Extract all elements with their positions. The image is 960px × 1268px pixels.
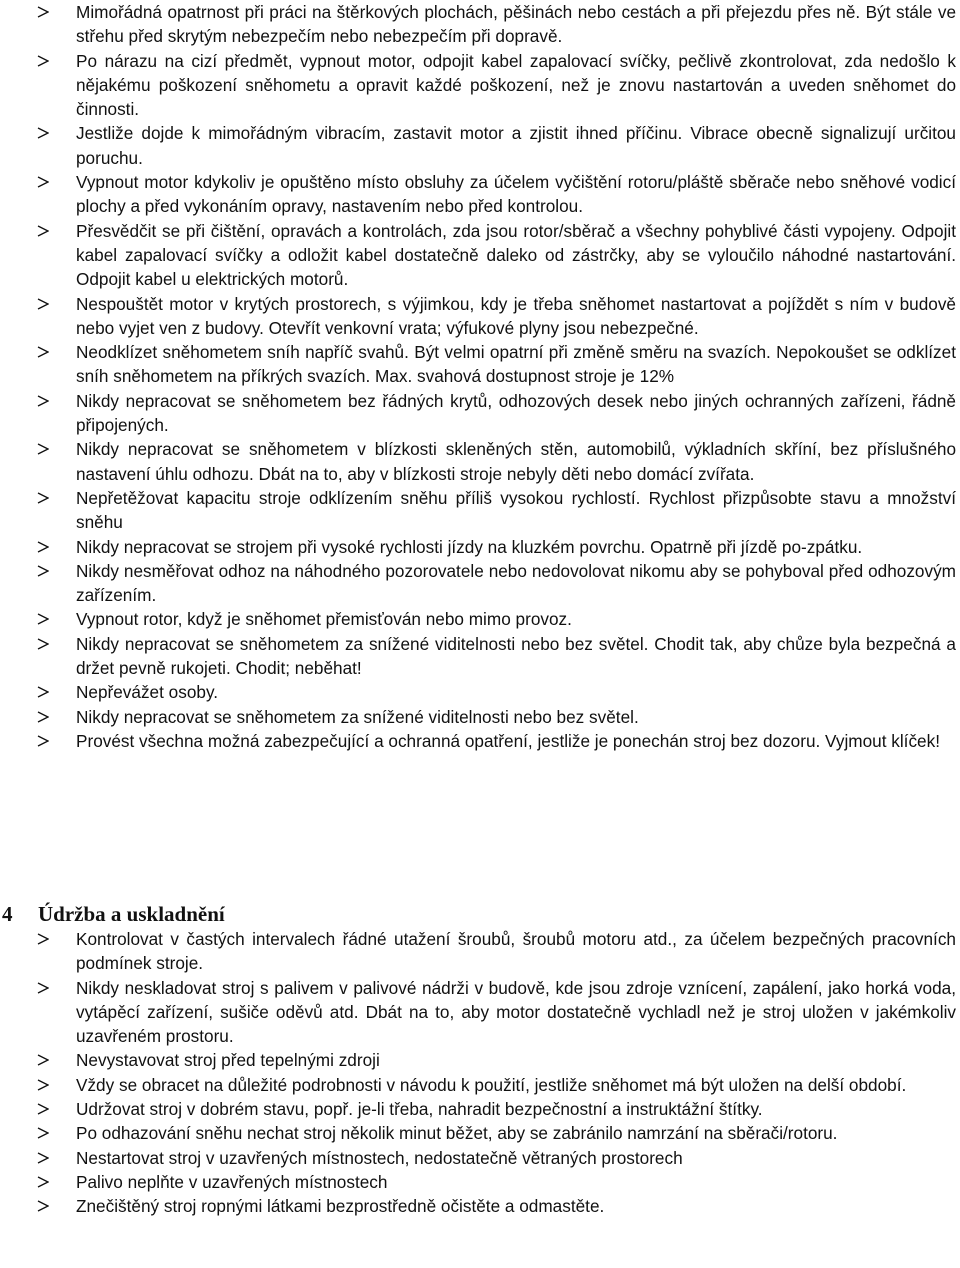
list-item	[0, 219, 960, 292]
arrow-bullet-icon	[37, 565, 49, 577]
list-item-text: Nikdy nepracovat se sněhometem za snížené viditelnosti nebo bez světel.	[76, 706, 639, 727]
list-item-text: Nikdy nepracovat se sněhometem za snížené viditelnosti nebo bez světel. Chodit tak, aby chůze byla bezpečná a držet pevně rukojeti. Chodit; neběhat!	[76, 633, 956, 679]
arrow-bullet-icon	[37, 346, 49, 358]
arrow-bullet-icon	[37, 1079, 49, 1091]
arrow-bullet-icon	[37, 735, 49, 747]
maintenance-bullet-list	[0, 927, 960, 1219]
arrow-bullet-icon	[37, 613, 49, 625]
arrow-bullet-icon	[37, 225, 49, 237]
list-item	[0, 292, 960, 341]
list-item-text: Kontrolovat v častých intervalech řádné utažení šroubů, šroubů motoru atd., za účelem bezpečných pracovních podmínek stroje.	[76, 929, 956, 974]
arrow-bullet-icon	[37, 492, 49, 504]
arrow-bullet-icon	[37, 55, 49, 67]
list-item-text: Vypnout rotor, když je sněhomet přemisťován nebo mimo provoz.	[76, 609, 572, 630]
list-item-text: Nestartovat stroj v uzavřených místnostech, nedostatečně větraných prostorech	[76, 1147, 683, 1168]
list-item-text: Nikdy nepracovat se sněhometem v blízkosti skleněných stěn, automobilů, výkladních skříní, bez příslušného nastavení úhlu odhozu. Dbát na to, aby v blízkosti stroje nebyly děti nebo domácí zvířata.	[76, 439, 956, 484]
list-item-text: Nikdy nepracovat se strojem při vysoké rychlosti jízdy na kluzkém povrchu. Opatrně při jízdě po-zpátku.	[76, 536, 863, 557]
list-item	[0, 535, 960, 559]
arrow-bullet-icon	[37, 443, 49, 455]
arrow-bullet-icon	[37, 1103, 49, 1115]
list-item	[0, 607, 960, 631]
list-item-text: Jestliže dojde k mimořádným vibracím, zastavit motor a zjistit ihned příčinu. Vibrace obecně signalizují určitou poruchu.	[76, 123, 956, 168]
arrow-bullet-icon	[37, 6, 49, 18]
list-item	[0, 927, 960, 976]
list-item-text: Nevystavovat stroj před tepelnými zdroji	[76, 1050, 380, 1071]
list-item	[0, 437, 960, 486]
list-item	[0, 49, 960, 122]
list-item	[0, 170, 960, 219]
list-item	[0, 1097, 960, 1121]
list-item-text: Nepřevážet osoby.	[76, 682, 219, 703]
list-item	[0, 1146, 960, 1170]
list-item	[0, 1121, 960, 1145]
list-item-text: Vždy se obracet na důležité podrobnosti v návodu k použití, jestliže sněhomet má být uložen na delší období.	[76, 1074, 907, 1095]
section-title: Údržba a uskladnění	[38, 902, 225, 926]
list-item-text: Nepřetěžovat kapacitu stroje odklízením sněhu příliš vysokou rychlostí. Rychlost přizpůsobte stavu a množství sněhu	[76, 487, 956, 533]
list-item-text: Palivo neplňte v uzavřených místnostech	[76, 1171, 388, 1192]
list-item	[0, 121, 960, 170]
list-item-text: Nikdy neskladovat stroj s palivem v palivové nádrži v budově, kde jsou zdroje vznícení, zapálení, jako horká voda, vytápěcí zařízení, sušiče oděvů atd. Dbát na to, aby motor dostatečně vychladl než je stroj uložen v jakémkoliv uzavřeném prostoru.	[76, 977, 956, 1047]
list-item	[0, 340, 960, 389]
list-item-text: Neodklízet sněhometem sníh napříč svahů. Být velmi opatrní při změně směru na svazích. Nepokoušet se odklízet sníh sněhometem na příkrých svazích. Max. svahová dostupnost stroje je 12%	[76, 342, 956, 387]
list-item-text: Po nárazu na cizí předmět, vypnout motor, odpojit kabel zapalovací svíčky, pečlivě zkontrolovat, zda nedošlo k nějakému poškození sněhometu a opravit každé poškození, než je znovu nastartován a uveden sněhomet do činnosti.	[76, 50, 956, 120]
arrow-bullet-icon	[37, 127, 49, 139]
list-item-text: Nikdy nesměřovat odhoz na náhodného pozorovatele nebo nedovolovat nikomu aby se pohyboval před odhozovým zařízením.	[76, 560, 956, 606]
arrow-bullet-icon	[37, 982, 49, 994]
list-item	[0, 1073, 960, 1097]
list-item	[0, 729, 960, 753]
list-item-text: Vypnout motor kdykoliv je opuštěno místo obsluhy za účelem vyčištění rotoru/pláště sběrače nebo sněhové vodicí plochy a před vykonáním opravy, nastavením nebo před kontrolou.	[76, 172, 956, 217]
section-heading	[0, 899, 960, 929]
list-item	[0, 632, 960, 681]
arrow-bullet-icon	[37, 1176, 49, 1188]
list-item	[0, 976, 960, 1049]
section-number: 4	[2, 902, 13, 926]
list-item	[0, 1048, 960, 1072]
list-item	[0, 559, 960, 608]
arrow-bullet-icon	[37, 176, 49, 188]
list-item-text: Nikdy nepracovat se sněhometem bez řádných krytů, odhozových desek nebo jiných ochranných zařízeni, řádně připojených.	[76, 390, 956, 436]
arrow-bullet-icon	[37, 1127, 49, 1139]
arrow-bullet-icon	[37, 298, 49, 310]
arrow-bullet-icon	[37, 541, 49, 553]
arrow-bullet-icon	[37, 638, 49, 650]
list-item-text: Udržovat stroj v dobrém stavu, popř. je-li třeba, nahradit bezpečnostní a instruktážní štítky.	[76, 1099, 763, 1120]
list-item-text: Nespouštět motor v krytých prostorech, s výjimkou, kdy je třeba sněhomet nastartovat a pojíždět s ním v budově nebo vyjet ven z budovy. Otevřít venkovní vrata; výfukové plyny jsou nebezpečné.	[76, 293, 956, 338]
list-item	[0, 705, 960, 729]
arrow-bullet-icon	[37, 686, 49, 698]
arrow-bullet-icon	[37, 395, 49, 407]
list-item	[0, 389, 960, 438]
list-item	[0, 1170, 960, 1194]
list-item	[0, 0, 960, 49]
list-item-text: Přesvědčit se při čištění, opravách a kontrolách, zda jsou rotor/sběrač a všechny pohyblivé části vypojeny. Odpojit kabel zapalovací svíčky a odložit kabel dostatečně daleko od zástrčky, aby se vyloučilo náhodné nastartování. Odpojit kabel u elektrických motorů.	[76, 220, 956, 290]
list-item-text: Mimořádná opatrnost při práci na štěrkových plochách, pěšinách nebo cestách a při přejezdu přes ně. Být stále ve střehu před skrytým nebezpečím nebo nebezpečím při dopravě.	[76, 2, 956, 47]
list-item-text: Po odhazování sněhu nechat stroj několik minut běžet, aby se zabránilo namrzání na sběrači/rotoru.	[76, 1123, 838, 1144]
arrow-bullet-icon	[37, 933, 49, 945]
arrow-bullet-icon	[37, 1200, 49, 1212]
arrow-bullet-icon	[37, 711, 49, 723]
arrow-bullet-icon	[37, 1054, 49, 1066]
list-item-text: Provést všechna možná zabezpečující a ochranná opatření, jestliže je ponechán stroj bez dozoru. Vyjmout klíček!	[76, 730, 940, 751]
list-item-text: Znečištěný stroj ropnými látkami bezprostředně očistěte a odmastěte.	[76, 1196, 605, 1217]
list-item	[0, 680, 960, 704]
list-item	[0, 1194, 960, 1218]
list-item	[0, 486, 960, 535]
arrow-bullet-icon	[37, 1152, 49, 1164]
